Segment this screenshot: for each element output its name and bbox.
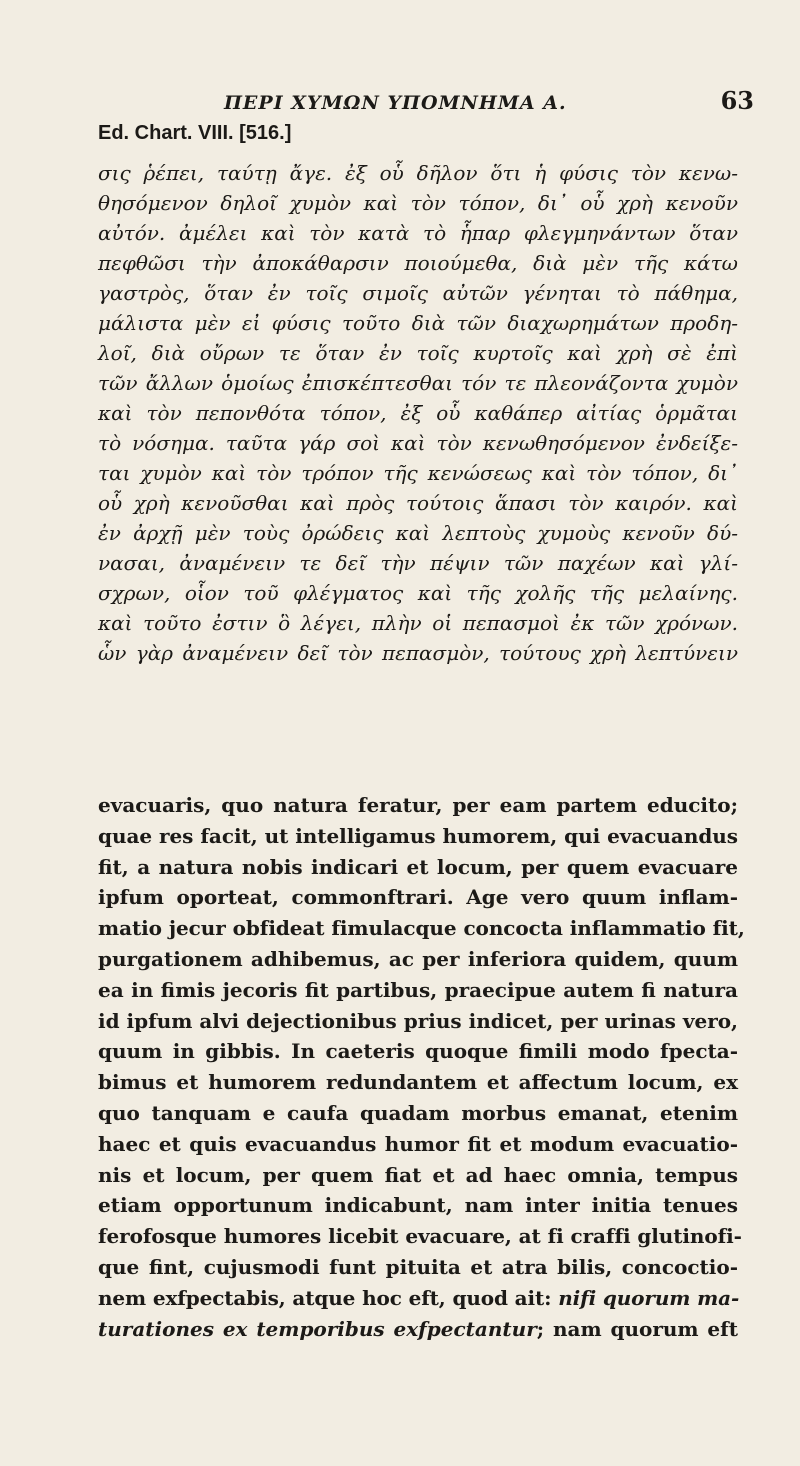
latin-run: matio jecur obfideat fimulacque concocta inflammatio fit, bbox=[98, 916, 745, 941]
latin-line bbox=[98, 1252, 738, 1283]
latin-run: ipfum oporteat, commonftrari. Age vero quum inflam- bbox=[98, 885, 738, 910]
latin-text-block bbox=[98, 790, 745, 1344]
latin-line bbox=[98, 1160, 738, 1191]
latin-run: ; nam quorum eft bbox=[536, 1316, 738, 1341]
greek-line: νασαι, ἀναμένειν τε δεῖ τὴν πέψιν τῶν παχέων καὶ γλί- bbox=[98, 551, 738, 575]
greek-line: ὧν γὰρ ἀναμένειν δεῖ τὸν πεπασμὸν, τούτους χρὴ λεπτύνειν bbox=[98, 641, 738, 665]
latin-line bbox=[98, 1314, 738, 1345]
latin-run: evacuaris, quo natura feratur, per eam partem educito; bbox=[98, 793, 738, 817]
greek-line: οὗ χρὴ κενοῦσθαι καὶ πρὸς τούτοις ἅπασι τὸν καιρόν. καὶ bbox=[98, 491, 738, 515]
greek-line: καὶ τοῦτο ἐστιν ὃ λέγει, πλὴν οἱ πεπασμοὶ ἐκ τῶν χρόνων. bbox=[98, 611, 738, 635]
latin-line bbox=[98, 1283, 738, 1314]
latin-line bbox=[98, 882, 738, 913]
latin-run: etiam opportunum indicabunt, nam inter initia tenues bbox=[98, 1193, 738, 1218]
greek-line: τὸ νόσημα. ταῦτα γάρ σοὶ καὶ τὸν κενωθησόμενον ἐνδείξε- bbox=[98, 431, 738, 455]
latin-line bbox=[98, 1006, 738, 1037]
latin-line bbox=[98, 1129, 738, 1160]
latin-line bbox=[98, 944, 738, 975]
latin-line bbox=[98, 913, 745, 944]
latin-run: id ipfum alvi dejectionibus prius indicet, per urinas vero, bbox=[98, 1008, 738, 1033]
greek-line: καὶ τὸν πεπονθότα τόπον, ἐξ οὗ καθάπερ αἰτίας ὁρμᾶται bbox=[98, 401, 738, 425]
greek-line: γαστρὸς, ὅταν ἐν τοῖς σιμοῖς αὐτῶν γένηται τὸ πάθημα, bbox=[98, 281, 738, 305]
latin-run: bimus et humorem redundantem et affectum locum, ex bbox=[98, 1070, 738, 1095]
greek-line: σις ῥέπει, ταύτῃ ἄγε. ἐξ οὗ δῆλον ὅτι ἡ φύσις τὸν κενω- bbox=[98, 161, 738, 185]
latin-run: purgationem adhibemus, ac per inferiora quidem, quum bbox=[98, 946, 738, 971]
running-head bbox=[40, 86, 760, 115]
greek-line: σχρων, οἷον τοῦ φλέγματος καὶ τῆς χολῆς τῆς μελαίνης. bbox=[98, 581, 738, 605]
latin-run: ea in fimis jecoris fit partibus, praecipue autem fi natura bbox=[98, 977, 738, 1002]
latin-run: ferofosque humores licebit evacuare, at fi craffi glutinofi- bbox=[98, 1224, 742, 1249]
page-number: 63 bbox=[720, 86, 754, 115]
latin-line bbox=[98, 790, 738, 821]
latin-run: turationes ex temporibus exfpectantur bbox=[98, 1316, 537, 1341]
latin-line bbox=[98, 975, 738, 1006]
latin-line bbox=[98, 821, 738, 852]
latin-run: fit, a natura nobis indicari et locum, per quem evacuare bbox=[98, 854, 738, 879]
latin-line bbox=[98, 852, 738, 883]
latin-line bbox=[98, 1190, 738, 1221]
latin-run: quae res facit, ut intelligamus humorem, qui evacuandus bbox=[98, 823, 739, 848]
latin-run: nem exfpectabis, atque hoc eft, quod ait: bbox=[98, 1285, 559, 1310]
latin-line bbox=[98, 1221, 742, 1252]
latin-run: quo tanquam e caufa quadam morbus emanat, etenim bbox=[98, 1100, 738, 1125]
greek-line: μάλιστα μὲν εἰ φύσις τοῦτο διὰ τῶν διαχωρημάτων προδη- bbox=[98, 311, 738, 335]
greek-line: τῶν ἄλλων ὁμοίως ἐπισκέπτεσθαι τόν τε πλεονάζοντα χυμὸν bbox=[98, 371, 738, 395]
greek-text-block bbox=[98, 158, 738, 668]
edition-reference: Ed. Chart. VIII. [516.] bbox=[98, 122, 292, 144]
running-title: ΠΕΡΙ ΧΥΜΩΝ ΥΠΟΜΝΗΜΑ Α. bbox=[223, 92, 567, 114]
greek-line: αὐτόν. ἀμέλει καὶ τὸν κατὰ τὸ ἧπαρ φλεγμηνάντων ὅταν bbox=[98, 221, 738, 245]
latin-line bbox=[98, 1098, 738, 1129]
latin-run: nifi quorum ma- bbox=[558, 1285, 740, 1310]
greek-line: θησόμενον δηλοῖ χυμὸν καὶ τὸν τόπον, δι᾽ οὗ χρὴ κενοῦν bbox=[98, 191, 738, 215]
greek-line: ται χυμὸν καὶ τὸν τρόπον τῆς κενώσεως καὶ τὸν τόπον, δι᾽ bbox=[98, 461, 738, 485]
latin-run: quum in gibbis. In caeteris quoque fimili modo fpecta- bbox=[98, 1039, 738, 1064]
latin-run: nis et locum, per quem fiat et ad haec omnia, tempus bbox=[98, 1162, 738, 1187]
latin-line bbox=[98, 1036, 738, 1067]
latin-run: que fint, cujusmodi funt pituita et atra bilis, concoctio- bbox=[98, 1254, 738, 1279]
latin-run: haec et quis evacuandus humor fit et modum evacuatio- bbox=[98, 1131, 738, 1156]
latin-line bbox=[98, 1067, 738, 1098]
greek-line: πεφθῶσι τὴν ἀποκάθαρσιν ποιούμεθα, διὰ μὲν τῆς κάτω bbox=[98, 251, 738, 275]
greek-line: ἐν ἀρχῇ μὲν τοὺς ὀρώδεις καὶ λεπτοὺς χυμοὺς κενοῦν δύ- bbox=[98, 521, 738, 545]
greek-line: λοῖ, διὰ οὔρων τε ὅταν ἐν τοῖς κυρτοῖς καὶ χρὴ σὲ ἐπὶ bbox=[98, 341, 738, 365]
